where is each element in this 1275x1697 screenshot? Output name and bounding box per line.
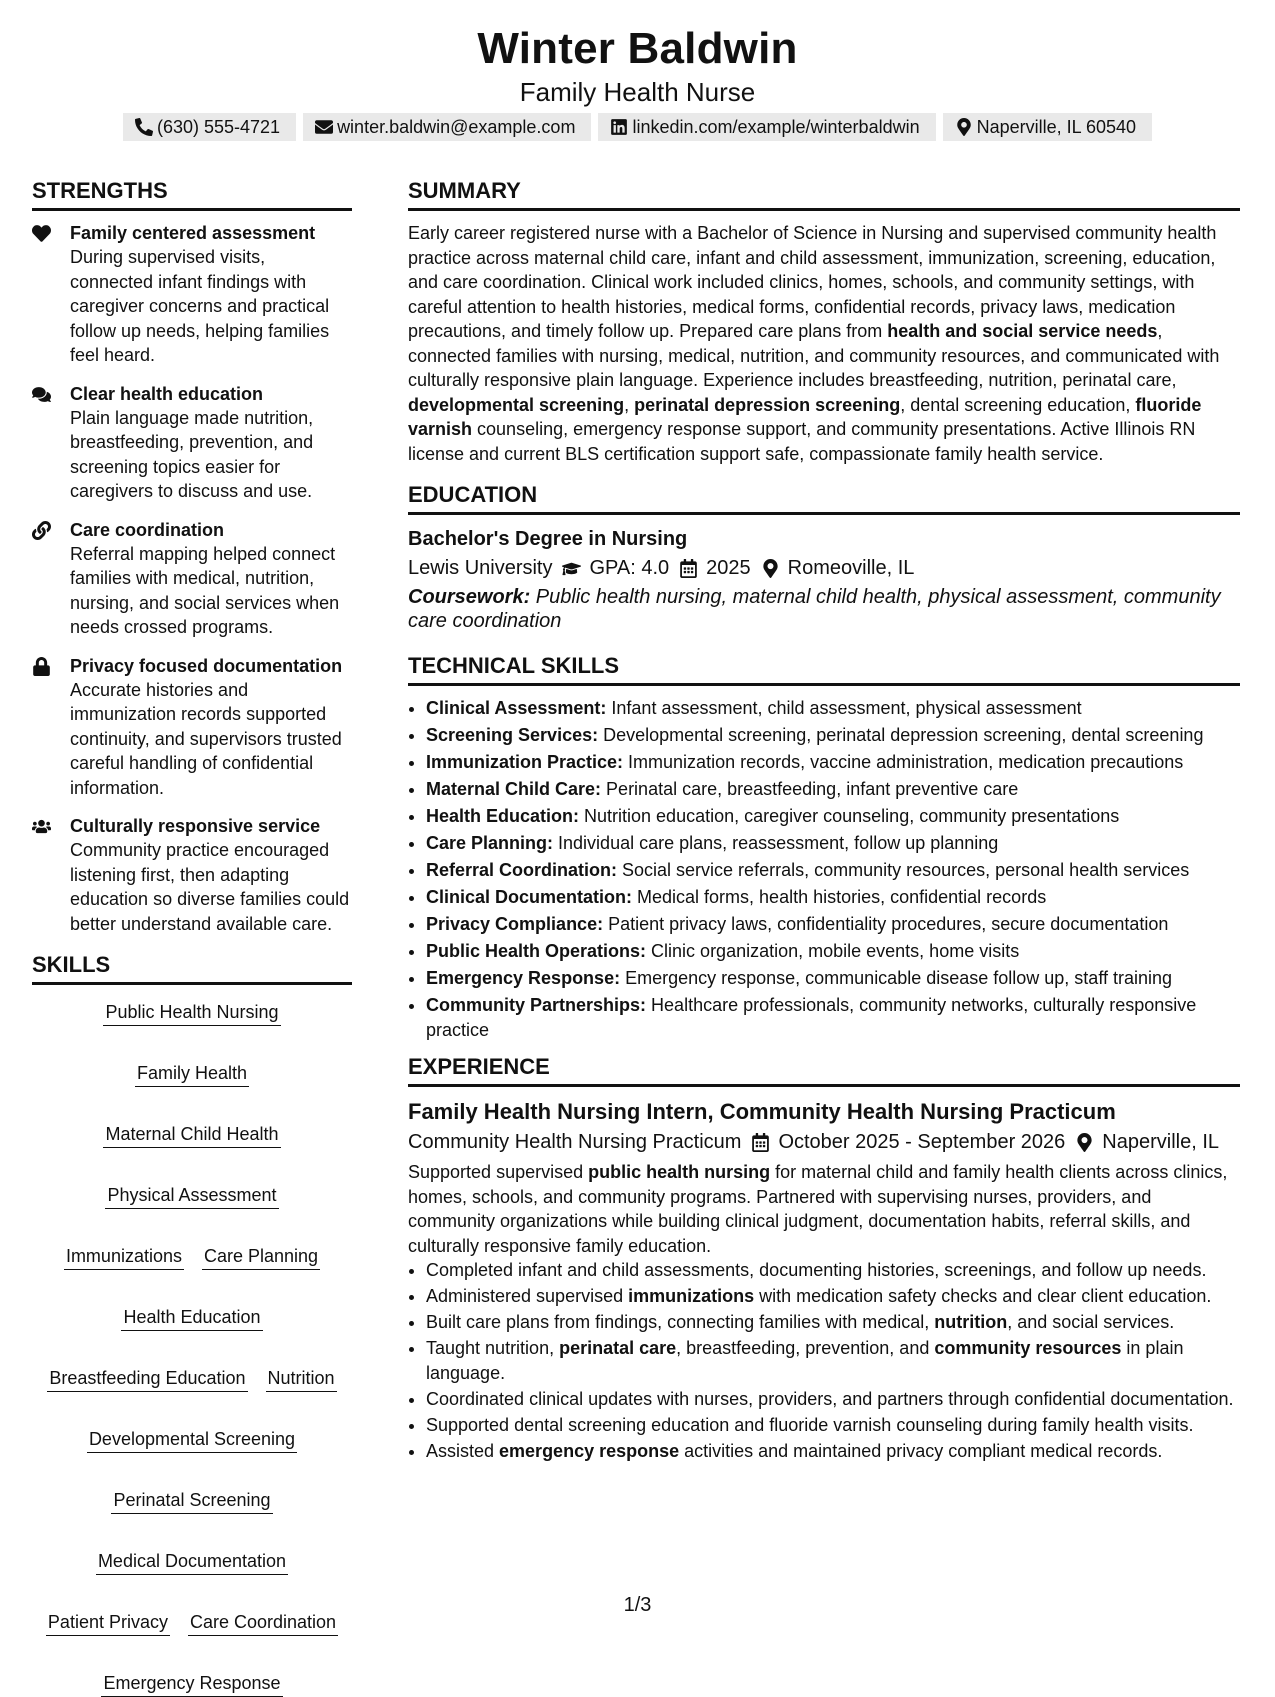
job-bullet: • Administered supervised immunizations with medication safety checks and clear client education. <box>426 1284 1240 1309</box>
technical-skill-item: • Care Planning: Individual care plans, reassessment, follow up planning <box>426 831 1240 856</box>
calendar-icon <box>751 1133 770 1152</box>
envelope-icon <box>315 118 333 136</box>
experience-heading: EXPERIENCE <box>408 1052 1240 1087</box>
school-location: Romeoville, IL <box>787 557 915 579</box>
strength-title: Privacy focused documentation <box>70 655 343 676</box>
graduation-cap-icon <box>562 559 581 578</box>
map-pin-icon <box>955 118 973 136</box>
contact-linkedin-text: linkedin.com/example/winterbaldwin <box>632 116 920 137</box>
skill-tag: Physical Assessment <box>105 1184 278 1209</box>
job-bullets <box>408 1258 1240 1463</box>
technical-skill-item: • Public Health Operations: Clinic organization, mobile events, home visits <box>426 939 1240 964</box>
job-dates: October 2025 - September 2026 <box>778 1131 1066 1153</box>
skill-tag: Maternal Child Health <box>103 1123 280 1148</box>
technical-skill-item: • Privacy Compliance: Patient privacy laws, confidentiality procedures, secure documentation <box>426 912 1240 937</box>
technical-skill-item: • Maternal Child Care: Perinatal care, breastfeeding, infant preventive care <box>426 777 1240 802</box>
strength-item <box>32 518 352 640</box>
technical-skills-heading: TECHNICAL SKILLS <box>408 651 1240 686</box>
map-pin-icon <box>1075 1133 1094 1152</box>
job-bullet: • Supported dental screening education and fluoride varnish counseling during family health visits. <box>426 1413 1240 1438</box>
summary-heading: SUMMARY <box>408 176 1240 211</box>
job-bullet: • Taught nutrition, perinatal care, breastfeeding, prevention, and community resources in plain language. <box>426 1336 1240 1385</box>
skill-tag: Breastfeeding Education <box>47 1367 247 1392</box>
job-bullet: • Coordinated clinical updates with nurses, providers, and partners through confidential documentation. <box>426 1387 1240 1412</box>
job-bullet: • Built care plans from findings, connecting families with medical, nutrition, and social services. <box>426 1310 1240 1335</box>
skills-list <box>32 1001 352 1697</box>
strength-description: Plain language made nutrition, breastfeeding, prevention, and screening topics easier for caregivers to discuss and use. <box>70 407 314 501</box>
coursework-text: Public health nursing, maternal child health, physical assessment, community care coordination <box>408 586 1221 632</box>
skill-tag: Immunizations <box>64 1245 184 1270</box>
candidate-name: Winter Baldwin <box>477 24 798 73</box>
technical-skill-item: • Emergency Response: Emergency response, communicable disease follow up, staff training <box>426 966 1240 991</box>
job-title: Family Health Nursing Intern, Community Health Nursing Practicum <box>408 1099 1116 1124</box>
strength-title: Clear health education <box>70 383 264 404</box>
calendar-icon <box>679 559 698 578</box>
strength-item <box>32 382 352 504</box>
skill-tag: Nutrition <box>266 1367 337 1392</box>
skill-tag: Developmental Screening <box>87 1428 297 1453</box>
candidate-title: Family Health Nurse <box>519 77 756 107</box>
education-meta <box>408 553 1240 583</box>
technical-skill-item: • Clinical Documentation: Medical forms, health histories, confidential records <box>426 885 1240 910</box>
strengths-heading: STRENGTHS <box>32 176 352 211</box>
job-bullet: • Completed infant and child assessments, documenting histories, screenings, and follow up needs. <box>426 1258 1240 1283</box>
coursework <box>408 585 1240 633</box>
strength-description: During supervised visits, connected infant findings with caregiver concerns and practical follow up needs, helping families feel heard. <box>70 247 330 365</box>
skill-tag: Perinatal Screening <box>111 1489 272 1514</box>
strength-item <box>32 221 352 368</box>
strength-title: Culturally responsive service <box>70 816 321 836</box>
strength-title: Care coordination <box>70 519 225 540</box>
left-column <box>32 176 352 1697</box>
technical-skill-item: • Community Partnerships: Healthcare professionals, community networks, culturally responsive practice <box>426 993 1240 1042</box>
contact-email[interactable] <box>303 113 591 141</box>
lock-icon <box>32 657 51 676</box>
skill-tag: Emergency Response <box>101 1672 282 1697</box>
phone-icon <box>135 118 153 136</box>
gpa: GPA: 4.0 <box>589 557 670 579</box>
map-pin-icon <box>761 559 780 578</box>
skill-tag: Care Planning <box>202 1245 320 1270</box>
job-meta <box>408 1127 1240 1157</box>
technical-skill-item: • Immunization Practice: Immunization records, vaccine administration, medication precautions <box>426 750 1240 775</box>
resume-header <box>0 22 1275 107</box>
technical-skill-item: • Referral Coordination: Social service referrals, community resources, personal health services <box>426 858 1240 883</box>
job-bullet: • Assisted emergency response activities and maintained privacy compliant medical records. <box>426 1439 1240 1464</box>
summary-text: Early career registered nurse with a Bachelor of Science in Nursing and supervised community health practice across maternal child care, infant and child assessment, immunization, screening, education, and care coordination. Clinical work included clinics, homes, schools, and community settings, with careful attention to health histories, medical forms, confidential records, privacy laws, medication precautions, and timely follow up. Prepared care plans from health and social service needs, connected families with nursing, medical, nutrition, and community resources, and communicated with culturally responsive plain language. Experience includes breastfeeding, nutrition, perinatal care, developmental screening, perinatal depression screening, dental screening education, fluoride varnish counseling, emergency response support, and community presentations. Active Illinois RN license and current BLS certification support safe, compassionate family health service. <box>408 223 1220 464</box>
skill-tag: Care Coordination <box>188 1611 338 1636</box>
skill-tag: Health Education <box>121 1306 262 1331</box>
contact-location-text: Naperville, IL 60540 <box>976 116 1137 137</box>
strength-description: Referral mapping helped connect families with medical, nutrition, nursing, and social services when needs crossed programs. <box>70 543 340 637</box>
strength-description: Accurate histories and immunization records supported continuity, and supervisors trusted careful handling of confidential information. <box>70 679 342 798</box>
degree-title: Bachelor's Degree in Nursing <box>408 528 688 550</box>
technical-skill-item: • Health Education: Nutrition education, caregiver counseling, community presentations <box>426 804 1240 829</box>
job-location: Naperville, IL <box>1102 1131 1220 1153</box>
technical-skill-item: • Clinical Assessment: Infant assessment, child assessment, physical assessment <box>426 696 1240 721</box>
graduation-year: 2025 <box>706 557 751 579</box>
technical-skills-list <box>408 696 1240 1042</box>
skill-tag: Public Health Nursing <box>103 1001 280 1026</box>
page-indicator: 1/3 <box>623 1594 652 1616</box>
link-icon <box>32 521 51 540</box>
strength-title: Family centered assessment <box>70 223 316 243</box>
strength-description: Community practice encouraged listening first, then adapting education so diverse families could better understand available care. <box>70 840 350 934</box>
strength-item <box>32 654 352 801</box>
skill-tag: Family Health <box>135 1062 249 1087</box>
coursework-label: Coursework: <box>408 586 531 608</box>
contact-bar <box>0 113 1275 141</box>
linkedin-icon <box>610 118 628 136</box>
skills-heading: SKILLS <box>32 950 352 985</box>
heart-icon <box>32 224 51 243</box>
contact-location <box>943 113 1152 141</box>
technical-skill-item: • Screening Services: Developmental screening, perinatal depression screening, dental screening <box>426 723 1240 748</box>
right-column <box>408 176 1240 1465</box>
contact-phone[interactable] <box>123 113 296 141</box>
school-name: Lewis University <box>408 557 553 579</box>
skill-tag: Patient Privacy <box>46 1611 170 1636</box>
comments-icon <box>32 385 51 404</box>
users-icon <box>32 817 51 836</box>
strength-item <box>32 814 352 936</box>
contact-email-text: winter.baldwin@example.com <box>337 116 576 137</box>
education-heading: EDUCATION <box>408 480 1240 515</box>
job-intro: Supported supervised public health nursing for maternal child and family health clients across clinics, homes, schools, and community programs. Partnered with supervising nurses, providers, and community organizations while building clinical judgment, documentation habits, referral skills, and culturally responsive family education. <box>408 1162 1228 1256</box>
contact-phone-text: (630) 555-4721 <box>156 116 281 137</box>
skill-tag: Medical Documentation <box>96 1550 288 1575</box>
employer-name: Community Health Nursing Practicum <box>408 1131 742 1153</box>
contact-linkedin[interactable] <box>598 113 935 141</box>
